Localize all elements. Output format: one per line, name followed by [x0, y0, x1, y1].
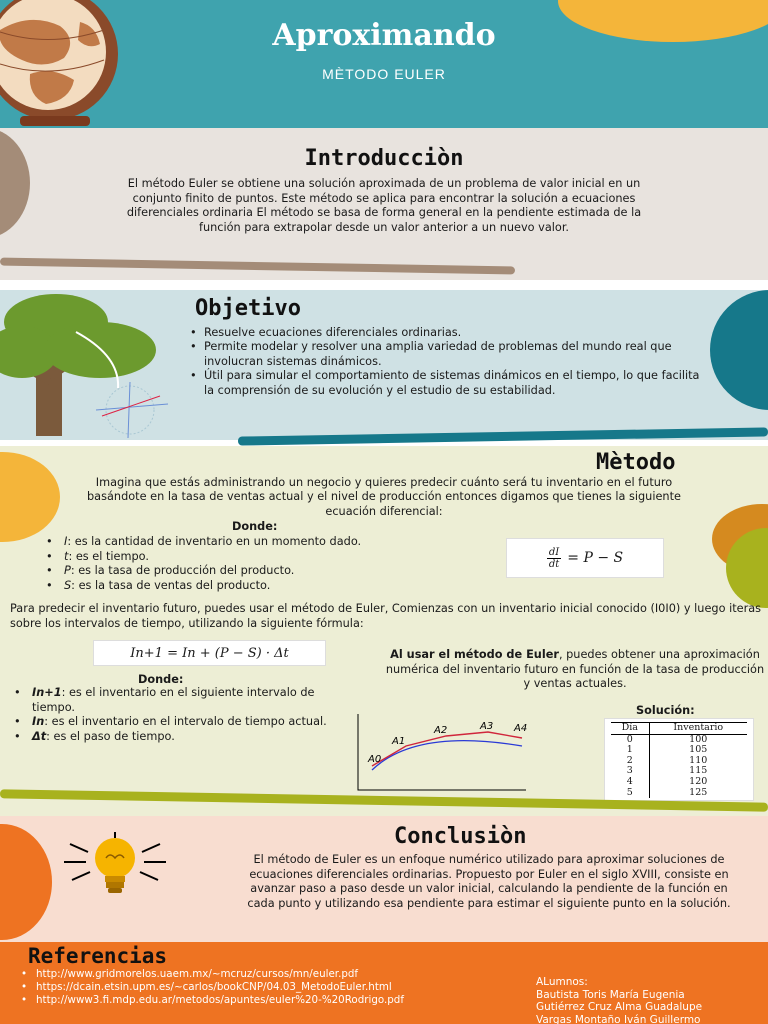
list-item [10, 686, 330, 715]
intro-heading: Introducciòn [304, 146, 464, 171]
table-cell: 120 [689, 775, 708, 787]
metodo-intro: Imagina que estás administrando un negocio y quieres predecir cuánto será tu inventario en el futuro basándote en la tasa de ventas actual y el nivel de producción entonces digamos que tienes la siguiente ecuación diferencial: [87, 476, 681, 518]
table-cell: 125 [689, 786, 708, 798]
list-item [42, 579, 502, 594]
authors-label: ALumnos: [536, 976, 588, 988]
derivative-fraction [547, 547, 561, 570]
intro-text: El método Euler se obtiene una solución aproximada de un problema de valor inicial en un conjunto finito de puntos. Este método se aplica para encontrar la solución a ecuaciones diferenciales ordinaria El método se basa de forma general en la pendiente estimada de la función para extrapolar desde un valor anterior a un nuevo valor. [126, 177, 642, 234]
table-cell: 0 [611, 734, 649, 745]
euler-explanation-bold: Al usar el método de Euler [390, 648, 559, 661]
conclusion-text: El método de Euler es un enfoque numérico utilizado para aproximar soluciones de ecuaciones diferenciales ordinarias. Propuesto por Euler en el siglo XVIII, consiste en avanzar paso a paso desde un valor inicial, calculando la pendiente de la función en cada punto y utilizando esa pendiente para estimar el siguiente punto en la solución. [247, 853, 731, 910]
variables-list [42, 535, 502, 593]
table-cell: 110 [689, 754, 708, 766]
page-subtitle: MÈTODO EULER [322, 66, 446, 82]
page-title: Aproximando [272, 18, 496, 53]
var-symbol: In+1 [32, 686, 62, 699]
list-item [10, 730, 330, 745]
var-desc: : es la tasa de producción del producto. [70, 564, 295, 578]
equation-rhs: = P − S [567, 550, 624, 566]
list-item [42, 550, 502, 565]
table-cell: 105 [689, 744, 708, 756]
fraction-numerator: dI [548, 546, 560, 558]
solution-table [604, 718, 754, 801]
donde-label: Donde: [138, 673, 184, 686]
euler-explanation [384, 648, 766, 692]
fraction-denominator: dt [548, 558, 560, 570]
references-heading: Referencias [28, 944, 168, 968]
author-name: Bautista Toris María Eugenia [536, 988, 685, 1001]
metodo-heading: Mètodo [596, 450, 676, 475]
table-row [611, 788, 747, 799]
var-symbol: In [32, 715, 45, 729]
lightbulb-icon [60, 832, 170, 902]
euler-explanation-text: , puedes obtener una aproximación numérica del inventario futuro en función de la tasa de producción y ventas actuales. [385, 648, 765, 691]
table-row [611, 777, 747, 788]
reference-link[interactable]: • http://www3.fi.mdp.edu.ar/metodos/apuntes/euler%20-%20Rodrigo.pdf [18, 994, 538, 1007]
authors-block [536, 976, 768, 1024]
table-cell: 1 [611, 745, 649, 756]
list-item: • Permite modelar y resolver una amplia variedad de problemas del mundo real que involucran sistemas dinámicos. [188, 340, 708, 369]
var-symbol: P [64, 564, 71, 578]
table-cell: 5 [611, 788, 649, 799]
table-cell: 4 [611, 777, 649, 788]
column-header: Inventario [649, 723, 747, 735]
donde-label: Donde: [232, 520, 278, 533]
list-item [42, 564, 502, 579]
column-header: Día [611, 723, 649, 735]
var-desc: : es el tiempo. [68, 549, 149, 563]
tree-icon [0, 292, 180, 438]
metodo-paragraph: Para predecir el inventario futuro, puedes usar el método de Euler, Comienzas con un inventario inicial conocido (I0I0) y luego iteras sobre los intervalos de tiempo, utilizando la siguiente fórmula: [10, 602, 762, 630]
list-item: • Útil para simular el comportamiento de sistemas dinámicos en el tiempo, lo que facilita la comprensión de su evolución y el estudio de su estabilidad. [188, 369, 708, 398]
var-symbol: Δt [32, 729, 47, 743]
point-label-a1: A1 [392, 736, 406, 747]
point-label-a4: A4 [514, 723, 528, 734]
author-name: Vargas Montaño Iván Guillermo [536, 1013, 701, 1024]
euler-graph [346, 712, 530, 792]
reference-link[interactable]: • http://www.gridmorelos.uaem.mx/~mcruz/cursos/mn/euler.pdf [18, 968, 538, 981]
var-desc: : es la cantidad de inventario en un momento dado. [67, 535, 362, 548]
list-item [42, 535, 502, 550]
table-cell: 100 [689, 733, 708, 745]
table-cell: 115 [689, 765, 708, 777]
objetivo-list [188, 326, 708, 398]
references-list [18, 968, 538, 1007]
point-label-a3: A3 [480, 721, 494, 732]
table-cell: 2 [611, 756, 649, 767]
reference-link[interactable]: • https://dcain.etsin.upm.es/~carlos/bookCNP/04.03_MetodoEuler.html [18, 981, 538, 994]
point-label-a2: A2 [434, 725, 448, 736]
var-symbol: S [64, 578, 72, 592]
objetivo-heading: Objetivo [195, 296, 301, 321]
var-desc: : es el inventario en el siguiente intervalo de tiempo. [32, 686, 315, 714]
list-item: • Resuelve ecuaciones diferenciales ordinarias. [188, 326, 708, 340]
list-item [10, 715, 330, 730]
differential-equation [506, 538, 664, 578]
var-symbol: t [64, 549, 69, 563]
var-desc: : es el paso de tiempo. [46, 729, 175, 743]
var-desc: : es la tasa de ventas del producto. [71, 578, 271, 592]
var-symbol: I [64, 535, 68, 548]
formula-variables-list [10, 686, 330, 744]
var-desc: : es el inventario en el intervalo de tiempo actual. [44, 715, 327, 729]
table-cell: 3 [611, 766, 649, 777]
solution-label: Solución: [636, 704, 695, 717]
euler-formula: In+1 = In + (P − S) · Δt [93, 640, 326, 666]
table-header-row [611, 723, 747, 735]
author-name: Gutiérrez Cruz Alma Guadalupe [536, 1001, 703, 1014]
conclusion-heading: Conclusiòn [394, 824, 527, 849]
point-label-a0: A0 [368, 754, 382, 765]
